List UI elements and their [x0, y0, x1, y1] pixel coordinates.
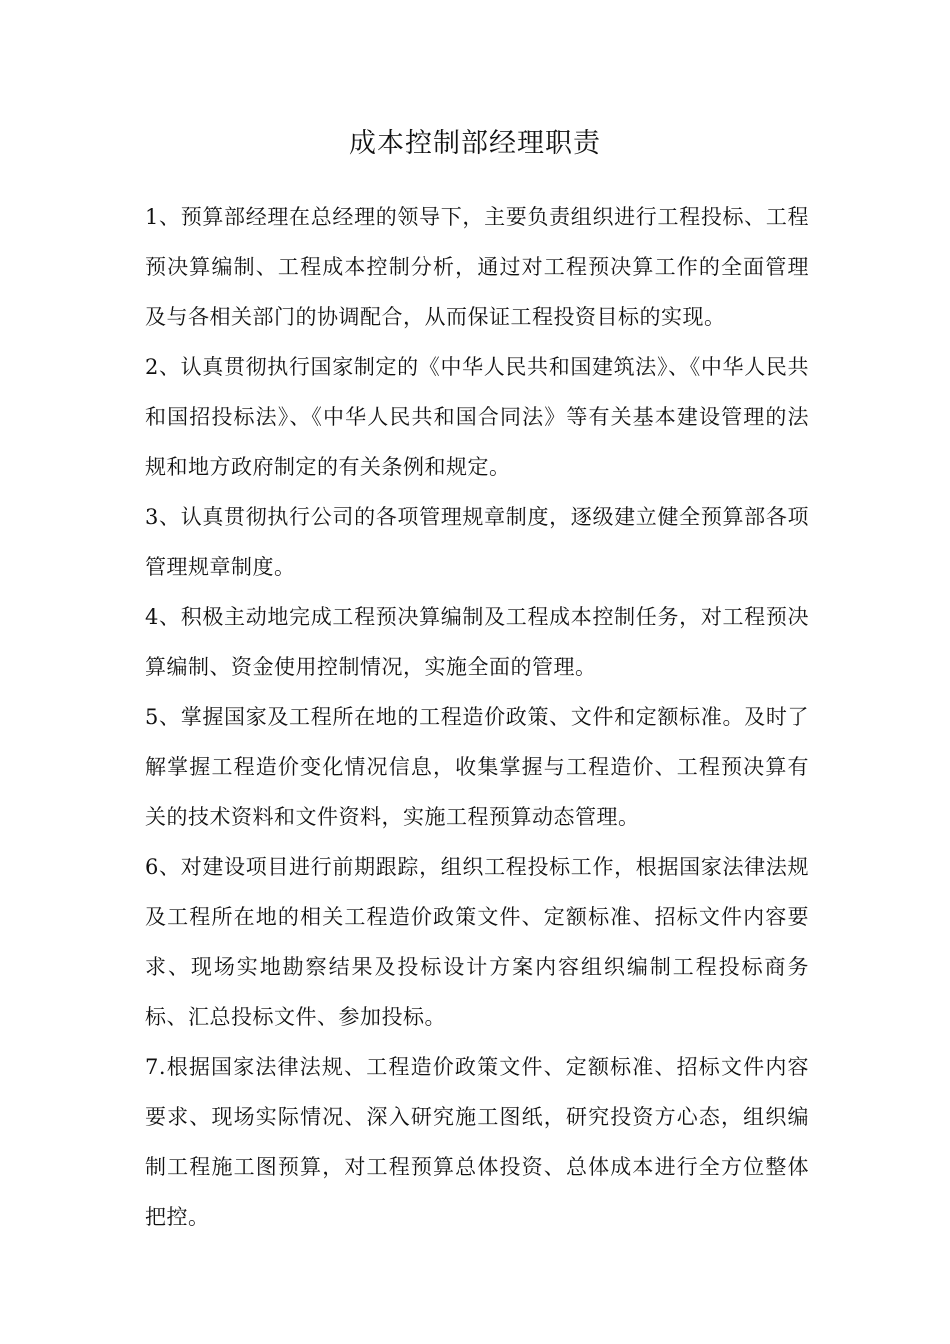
paragraph-1: 1、预算部经理在总经理的领导下，主要负责组织进行工程投标、工程预决算编制、工程成本控制分析，通过对工程预决算工作的全面管理及与各相关部门的协调配合，从而保证工程投资目标的实现。	[145, 205, 809, 329]
paragraph-2: 2、认真贯彻执行国家制定的《中华人民共和国建筑法》、《中华人民共和国招投标法》、《中华人民共和国合同法》等有关基本建设管理的法规和地方政府制定的有关条例和规定。	[145, 355, 809, 479]
paragraph-7: 7.根据国家法律法规、工程造价政策文件、定额标准、招标文件内容要求、现场实际情况、深入研究施工图纸，研究投资方心态，组织编制工程施工图预算，对工程预算总体投资、总体成本进行全方位整体把控。	[145, 1055, 809, 1229]
paragraph-3: 3、认真贯彻执行公司的各项管理规章制度，逐级建立健全预算部各项管理规章制度。	[145, 505, 809, 579]
paragraph-4: 4、积极主动地完成工程预决算编制及工程成本控制任务，对工程预决算编制、资金使用控制情况，实施全面的管理。	[145, 605, 809, 679]
paragraph-5: 5、掌握国家及工程所在地的工程造价政策、文件和定额标准。及时了解掌握工程造价变化情况信息，收集掌握与工程造价、工程预决算有关的技术资料和文件资料，实施工程预算动态管理。	[145, 705, 809, 829]
document-body	[145, 192, 809, 1242]
paragraph-6: 6、对建设项目进行前期跟踪，组织工程投标工作，根据国家法律法规及工程所在地的相关工程造价政策文件、定额标准、招标文件内容要求、现场实地勘察结果及投标设计方案内容组织编制工程投标商务标、汇总投标文件、参加投标。	[145, 855, 809, 1029]
document-title: 成本控制部经理职责	[349, 128, 601, 159]
